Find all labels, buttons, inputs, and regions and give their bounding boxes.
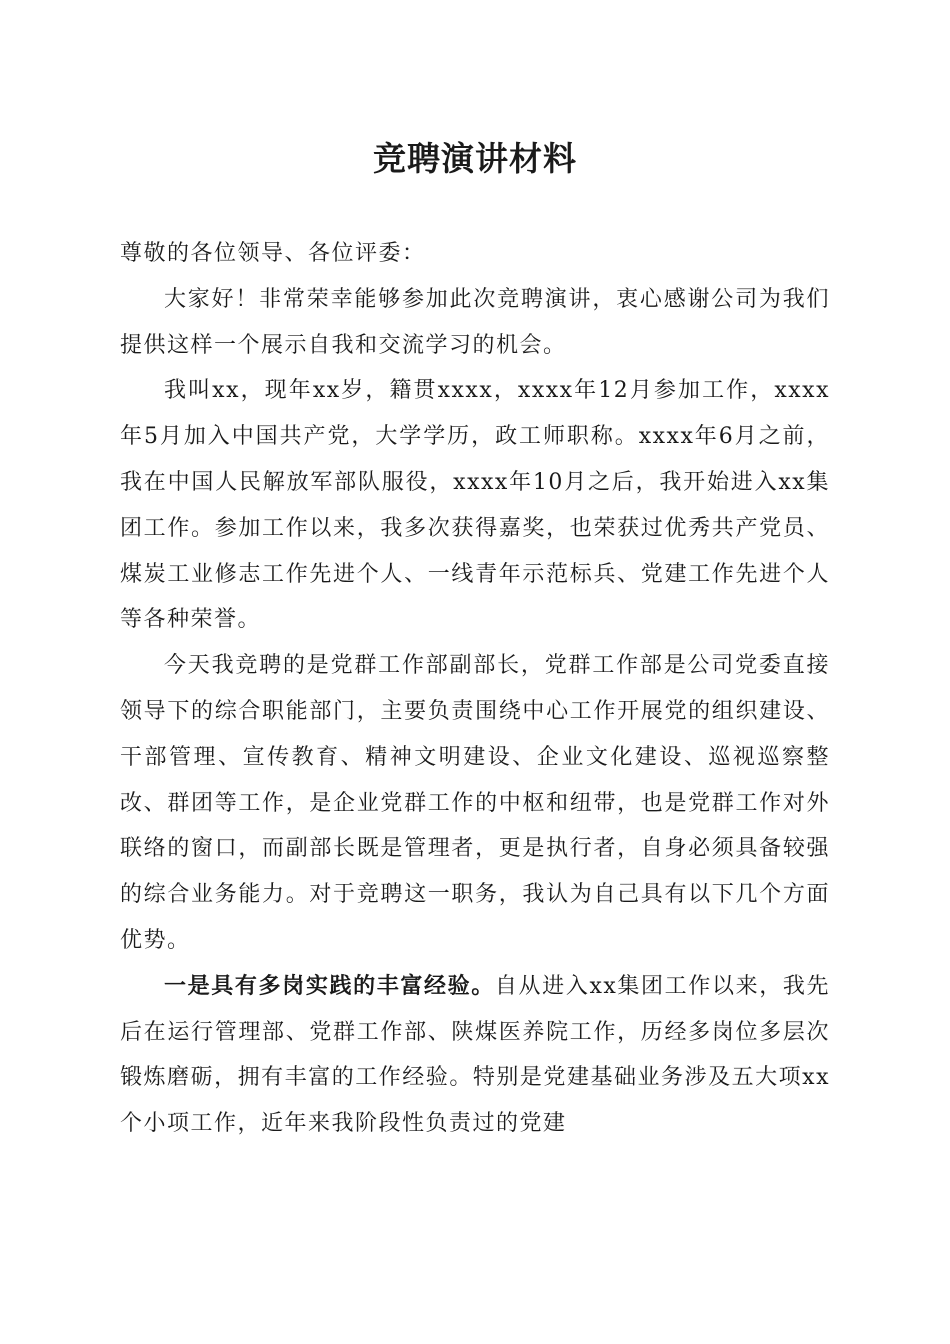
document-body (120, 231, 830, 1147)
paragraph-greeting: 大家好！非常荣幸能够参加此次竞聘演讲，衷心感谢公司为我们提供这样一个展示自我和交流学习的机会。 (120, 286, 830, 358)
paragraph-introduction: 我叫xx，现年xx岁，籍贯xxxx，xxxx年12月参加工作，xxxx年5月加入中国共产党，大学学历，政工师职称。xxxx年6月之前，我在中国人民解放军部队服役，xxxx年10月之后，我开始进入xx集团工作。参加工作以来，我多次获得嘉奖，也荣获过优秀共产党员、煤炭工业修志工作先进个人、一线青年示范标兵、党建工作先进个人等各种荣誉。 (120, 378, 830, 633)
salutation: 尊敬的各位领导、各位评委： (120, 241, 426, 266)
paragraph-position: 今天我竞聘的是党群工作部副部长，党群工作部是公司党委直接领导下的综合职能部门，主要负责围绕中心工作开展党的组织建设、干部管理、宣传教育、精神文明建设、企业文化建设、巡视巡察整改、群团等工作，是企业党群工作的中枢和纽带，也是党群工作对外联络的窗口，而副部长既是管理者，更是执行者，自身必须具备较强的综合业务能力。对于竞聘这一职务，我认为自己具有以下几个方面优势。 (120, 653, 830, 953)
point-one-lead: 一是具有多岗实践的丰富经验。 (164, 972, 495, 999)
point-one-text: 自从进入xx集团工作以来，我先后在运行管理部、党群工作部、陕煤医养院工作，历经多岗位多层次锻炼磨砺，拥有丰富的工作经验。特别是党建基础业务涉及五大项xx个小项工作，近年来我阶段性负责过的党建 (120, 973, 830, 1137)
document-title: 竞聘演讲材料 (373, 139, 577, 178)
paragraph-point-one (120, 964, 830, 1147)
